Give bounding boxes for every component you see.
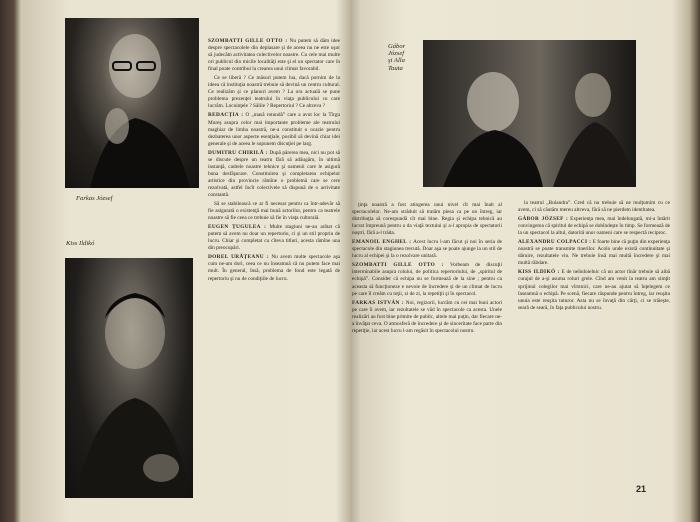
caption-top-right (388, 43, 408, 72)
portrait-photo-top-left (65, 18, 199, 188)
paragraph-text: la teatrul „Bulandra”. Cred că nu trebuie să ne mulţumim cu ce avem, ci să căutăm mereu altceva, fără să ne pierdem identitatea. (518, 200, 670, 214)
speaker-name: FARKAS ISTVÁN : (352, 299, 404, 306)
speaker-name: DOREL URĂŢEANU : (208, 254, 269, 261)
paragraph-text: Noi, regizorii, lucrăm cu cei mai buni actori pe care îi avem, iar rezultatele se văd în spectacole ca acesta. Unele realizări au fost bine primite de public, altele mai puţin, dar fiecare ne-a învăţat ceva. O atmosferă de încredere şi de sinceritate face parte din repetiţie, iar acest lucru l-am regăsit în spectacolul nostru. (352, 299, 502, 334)
caption-top-right-text: Gábor József şi Alla Tauta (388, 43, 406, 72)
paragraph (518, 216, 670, 237)
paragraph-text: O „masă rotundă” care a avut loc la Tîrgu Mureş asupra celor mai importante probleme ale teatrului maghiar de limba noastră, ne-a constituit o ocazie pentru dezbaterea unor aspecte esenţiale, posibil să devină chiar idei generale şi de aceea le supunem discuţiei pe larg. (208, 112, 340, 147)
paragraph-text: Experienţa mea, mai îndelungată, mi-a întărit convingerea că spiritul de echipă se dobîndeşte în timp. Se formează de la un spectacol la altul, datorită unor oameni care se respectă reciproc. (518, 216, 670, 237)
left-page (14, 0, 344, 522)
paragraph-text: Vorbeam de discuţii interminabile asupra rolului, de politica repertoriului, de „spiritul de echipă”. Consider că echipa nu se formează de la sine ; pentru ca aceasta să funcţioneze e nevoie de încredere şi de un climat de lucru pe care îl creăm cu toţii, zi de zi, la repetiţii şi în spectacol. (352, 262, 502, 297)
paragraph-text: Acest lucru l-am făcut şi noi în seria de spectacole din stagiunea trecută. Doar aşa se poate ajunge la un stil de lucru al echipei şi la o rezolvare unitară. (352, 239, 502, 260)
paragraph-text: Ce se liberă ? Ce măsuri putem lua, dacă pornim de la ideea că instituţia noastră trebuie să devină un centru cultural. Ce realizăm şi ce planuri avem ? La ora actuală se pune problema prezenţei teatrului în viaţa publicului cu care lucrăm. Locuinţele ? Sălile ? Repertoriul ? Ce altceva ? (208, 75, 340, 110)
paragraph-text: Multe stagiuni ne-au arătat că putem să avem nu doar un repertoriu, ci şi un stil propriu de lucru. Chiar şi completat cu cîteva titluri, acesta rămîne una din preocupări. (208, 224, 340, 252)
paragraph-text: Nu putem să dăm idee despre spectacolele din deplasare şi de aceea nu ne este uşor să judecăm activitatea colectivelor noastre. Cu cele mai multe ori publicul din micile localităţi este şi el un spectator care în final poate contribui la crearea unui climat favorabil. (208, 38, 340, 73)
speaker-name: SZOMBATTI GILLE OTTO : (208, 38, 288, 44)
paragraph (208, 75, 340, 110)
speaker-name: ALEXANDRU COLPACCI : (518, 239, 592, 246)
portrait-pair-icon (423, 40, 636, 187)
speaker-name: REDACŢIA : (208, 112, 244, 119)
caption-bottom-left: Kiss Ildikó (66, 240, 95, 247)
page-number: 21 (636, 484, 647, 494)
paragraph (208, 254, 340, 282)
paragraph (208, 224, 340, 252)
portrait-silhouette-icon (65, 258, 193, 498)
caption-top-left: Farkas József (76, 195, 113, 202)
paragraph (518, 269, 670, 311)
speaker-name: GÁBOR JÓZSEF : (518, 216, 569, 223)
right-text-column (518, 200, 670, 490)
paragraph (352, 239, 502, 260)
right-page (352, 0, 687, 522)
paragraph-text: Nu avem multe spectacole aşa cum ne-am dori, ceea ce nu înseamnă că nu putem face mai mult. În general, însă, problema de fond este legată de repertoriu şi nu de condiţiile de lucru. (208, 254, 340, 282)
speaker-name: EUGEN ŢUGULEA : (208, 224, 267, 231)
speaker-name: EMANOIL ENGHEL : (352, 239, 412, 246)
paragraph-text: După părerea mea, nici nu pot să se discute despre un teatru fără să adăugăm, în ultimă instanţă, cadrele noastre tehnice şi oamenii care le asigură buna desfăşurare. Constituirea şi completarea echipelor artistice din provincie rămîne o problemă care se cere rezolvată, astfel încît colectivele să dispună de o activitate constantă. (208, 149, 340, 198)
paragraph (208, 150, 340, 199)
paragraph-text: E foarte bine că puţin din experienţa noastră se poate transmite tinerilor. Acolo unde există continuitate şi dăruire, rezultatele vin. Ne trebuie însă mai multă încredere şi mai multă răbdare. (518, 239, 670, 267)
left-text-column (208, 38, 340, 508)
paragraph (208, 112, 340, 147)
paragraph-text: E de neîndoielnic că un actor tînăr trebuie să aibă curajul de a-şi asuma roluri grele. Cînd am venit la teatru am simţit sprijinul colegilor mai vîrstnici, care ne-au ajutat să înţelegem ce înseamnă o echipă. Pe scenă, fiecare răspunde pentru întreg, iar reuşita unuia este reuşita tuturor. Asta nu se învaţă din cărţi, ci se trăieşte, seară de seară, în faţa publicului nostru. (518, 269, 670, 311)
paragraph (352, 300, 502, 335)
speaker-name: KISS ILDIKÓ : (518, 269, 560, 276)
speaker-name: SZOMBATTI GILLE OTTO : (352, 262, 444, 269)
paragraph (208, 38, 340, 73)
middle-text-column (352, 202, 502, 502)
portrait-photo-bottom-left (65, 258, 193, 498)
paragraph (208, 201, 340, 222)
portrait-silhouette-icon (65, 18, 199, 188)
paragraph-text: ţinţa noastră a fost atingerea unui nivel cît mai înalt al spectacolelor. Ne-am străduit să tratăm piesa ca pe un întreg, iar distribuţia să corespundă cît mai bine. Regia şi echipa tehnică au lucrat împreună pentru a da viaţă textului şi a-l apropia de spectatorii noştri, fără a-l trăda. (352, 202, 502, 237)
paragraph (352, 202, 502, 237)
paragraph (518, 239, 670, 267)
paragraph (518, 200, 670, 214)
portrait-photo-top-right (423, 40, 636, 187)
paragraph-text: Să se stabilească ce ar fi necesar pentru ca într-adevăr să fie asigurată o existenţă mai bună actorilor, pentru ca teatrele noastre să fie ceea ce trebuie să fie în viaţa culturală. (208, 201, 340, 222)
speaker-name: DUMITRU CHIRILĂ : (208, 149, 268, 156)
paragraph (352, 262, 502, 297)
